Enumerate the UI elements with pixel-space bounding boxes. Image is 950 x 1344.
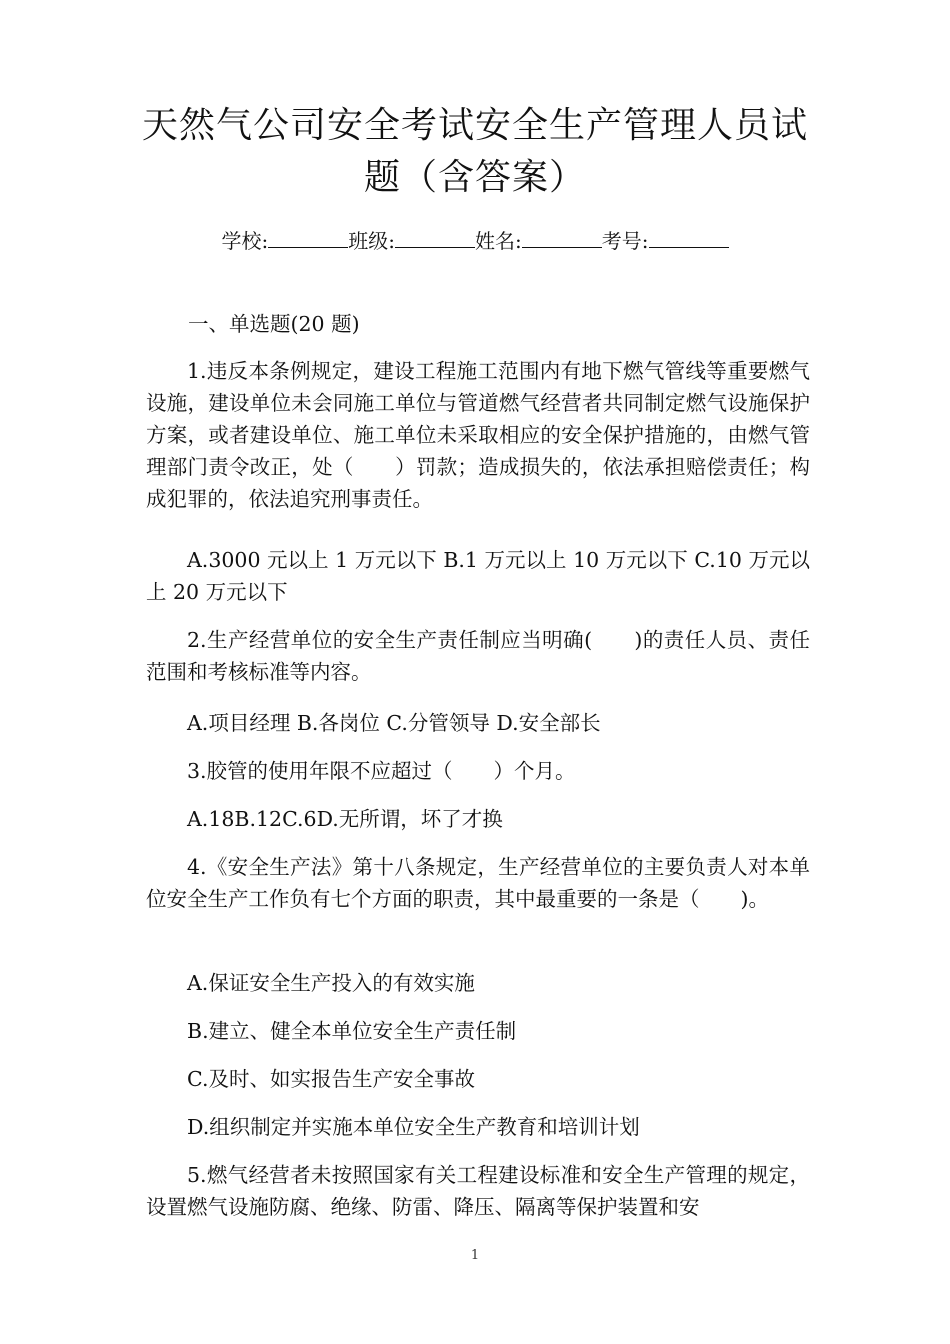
question-2: 2.生产经营单位的安全生产责任制应当明确( )的责任人员、责任范围和考核标准等内容。 — [146, 628, 810, 684]
question-4: 4.《安全生产法》第十八条规定，生产经营单位的主要负责人对本单位安全生产工作负有七个方面的职责，其中最重要的一条是（ )。 — [146, 855, 810, 911]
question-4-option-c: C.及时、如实报告生产安全事故 — [187, 1067, 475, 1091]
document-title-line-2: 题（含答案） — [363, 157, 586, 198]
school-blank — [268, 229, 348, 248]
question-4-option-b: B.建立、健全本单位安全生产责任制 — [187, 1019, 517, 1043]
question-4-option-a: A.保证安全生产投入的有效实施 — [187, 971, 475, 995]
document-title-line-1: 天然气公司安全考试安全生产管理人员试 — [141, 105, 808, 146]
class-label: 班级: — [348, 229, 395, 253]
number-label: 考号: — [601, 229, 649, 253]
name-label: 姓名: — [475, 229, 522, 253]
question-5: 5.燃气经营者未按照国家有关工程建设标准和安全生产管理的规定，设置燃气设施防腐、绝缘、防雷、降压、隔离等保护装置和安 — [146, 1163, 810, 1219]
question-4-option-d: D.组织制定并实施本单位安全生产教育和培训计划 — [187, 1115, 640, 1139]
question-2-options: A.项目经理 B.各岗位 C.分管领导 D.安全部长 — [187, 711, 601, 735]
question-3: 3.胶管的使用年限不应超过（ ）个月。 — [187, 759, 576, 783]
section-heading: 一、单选题(20 题) — [188, 312, 360, 336]
page-number: 1 — [470, 1248, 480, 1263]
class-blank — [395, 229, 475, 248]
question-1: 1.违反本条例规定，建设工程施工范围内有地下燃气管线等重要燃气设施，建设单位未会同施工单位与管道燃气经营者共同制定燃气设施保护方案，或者建设单位、施工单位未采取相应的安全保护措施的，由燃气管理部门责令改正，处（ ）罚款；造成损失的，依法承担赔偿责任；构成犯罪的，依法追究刑事责任。 — [146, 359, 810, 511]
student-info-line — [0, 226, 950, 256]
number-blank — [649, 229, 729, 248]
question-1-options: A.3000 元以上 1 万元以下 B.1 万元以上 10 万元以下 C.10 万元以上 20 万元以下 — [146, 548, 810, 604]
question-3-options: A.18B.12C.6D.无所谓，坏了才换 — [187, 807, 503, 831]
name-blank — [522, 229, 602, 248]
school-label: 学校: — [221, 229, 269, 253]
